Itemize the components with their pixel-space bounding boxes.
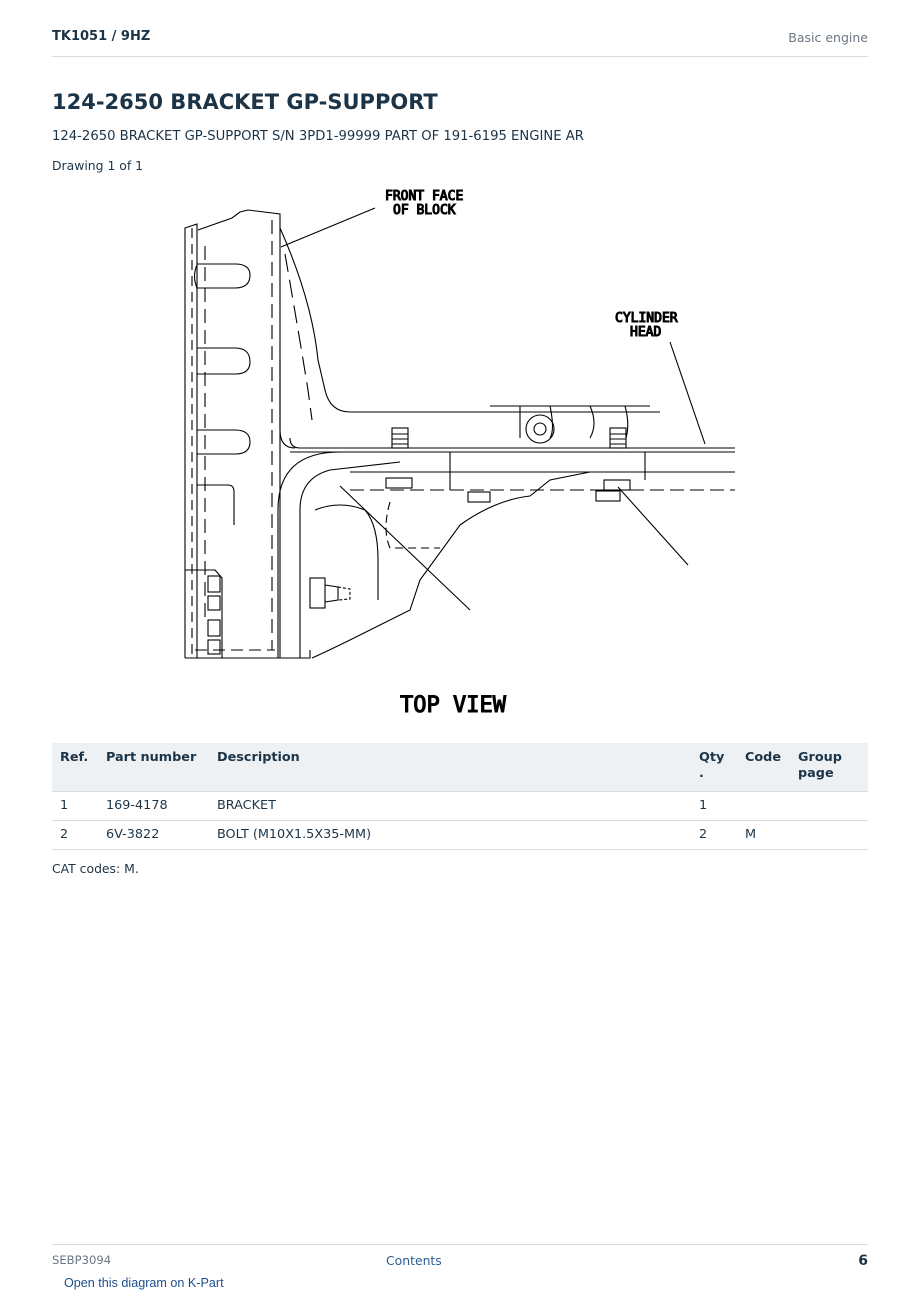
- kpart-link[interactable]: Open this diagram on K-Part: [64, 1276, 224, 1290]
- label-cyl-head-1: CYLINDER: [615, 311, 678, 326]
- page-subtitle: 124-2650 BRACKET GP-SUPPORT S/N 3PD1-99999 PART OF 191-6195 ENGINE AR: [52, 129, 584, 144]
- cell-group-page: [790, 821, 868, 850]
- label-cyl-head-2: HEAD: [630, 325, 662, 340]
- bracket-outline: [278, 452, 590, 658]
- section-label: Basic engine: [788, 30, 868, 45]
- cell-group-page: [790, 792, 868, 821]
- cell-ref: 1: [52, 792, 98, 821]
- label-top-view: TOP VIEW: [400, 693, 506, 718]
- page-title: 124-2650 BRACKET GP-SUPPORT: [52, 90, 438, 114]
- page-header: [52, 29, 868, 57]
- bolt-mid: [468, 492, 490, 502]
- cell-part-number: 6V-3822: [98, 821, 209, 850]
- drawing-count: Drawing 1 of 1: [52, 158, 144, 173]
- col-part-number: Part number: [98, 743, 209, 792]
- cell-qty: 1: [691, 792, 737, 821]
- col-qty: Qty .: [691, 743, 737, 792]
- cylinder-head-outline: [280, 228, 735, 490]
- label-front-face-2: OF BLOCK: [393, 203, 456, 218]
- label-front-face-1: FRONT FACE: [385, 189, 464, 204]
- cell-code: [737, 792, 790, 821]
- leader-lines: [281, 208, 705, 610]
- parts-diagram: [150, 180, 770, 725]
- cell-description: BRACKET: [209, 792, 691, 821]
- cell-description: BOLT (M10X1.5X35-MM): [209, 821, 691, 850]
- table-header-row: [52, 743, 868, 792]
- table-row: [52, 792, 868, 821]
- col-ref: Ref.: [52, 743, 98, 792]
- document-id: SEBP3094: [52, 1253, 112, 1267]
- col-code: Code: [737, 743, 790, 792]
- cell-code: M: [737, 821, 790, 850]
- cell-part-number: 169-4178: [98, 792, 209, 821]
- cell-ref: 2: [52, 821, 98, 850]
- cell-qty: 2: [691, 821, 737, 850]
- engine-block-outline: [185, 210, 310, 658]
- page-footer: [52, 1244, 868, 1271]
- bolt-top-left: [386, 428, 412, 488]
- table-row: [52, 821, 868, 850]
- col-group-page: Group page: [790, 743, 868, 792]
- contents-link[interactable]: Contents: [386, 1253, 442, 1268]
- col-description: Description: [209, 743, 691, 792]
- cat-codes-note: CAT codes: M.: [52, 861, 139, 876]
- page-number: 6: [858, 1253, 868, 1269]
- model-label: TK1051 / 9HZ: [52, 29, 151, 44]
- parts-table: [52, 743, 868, 850]
